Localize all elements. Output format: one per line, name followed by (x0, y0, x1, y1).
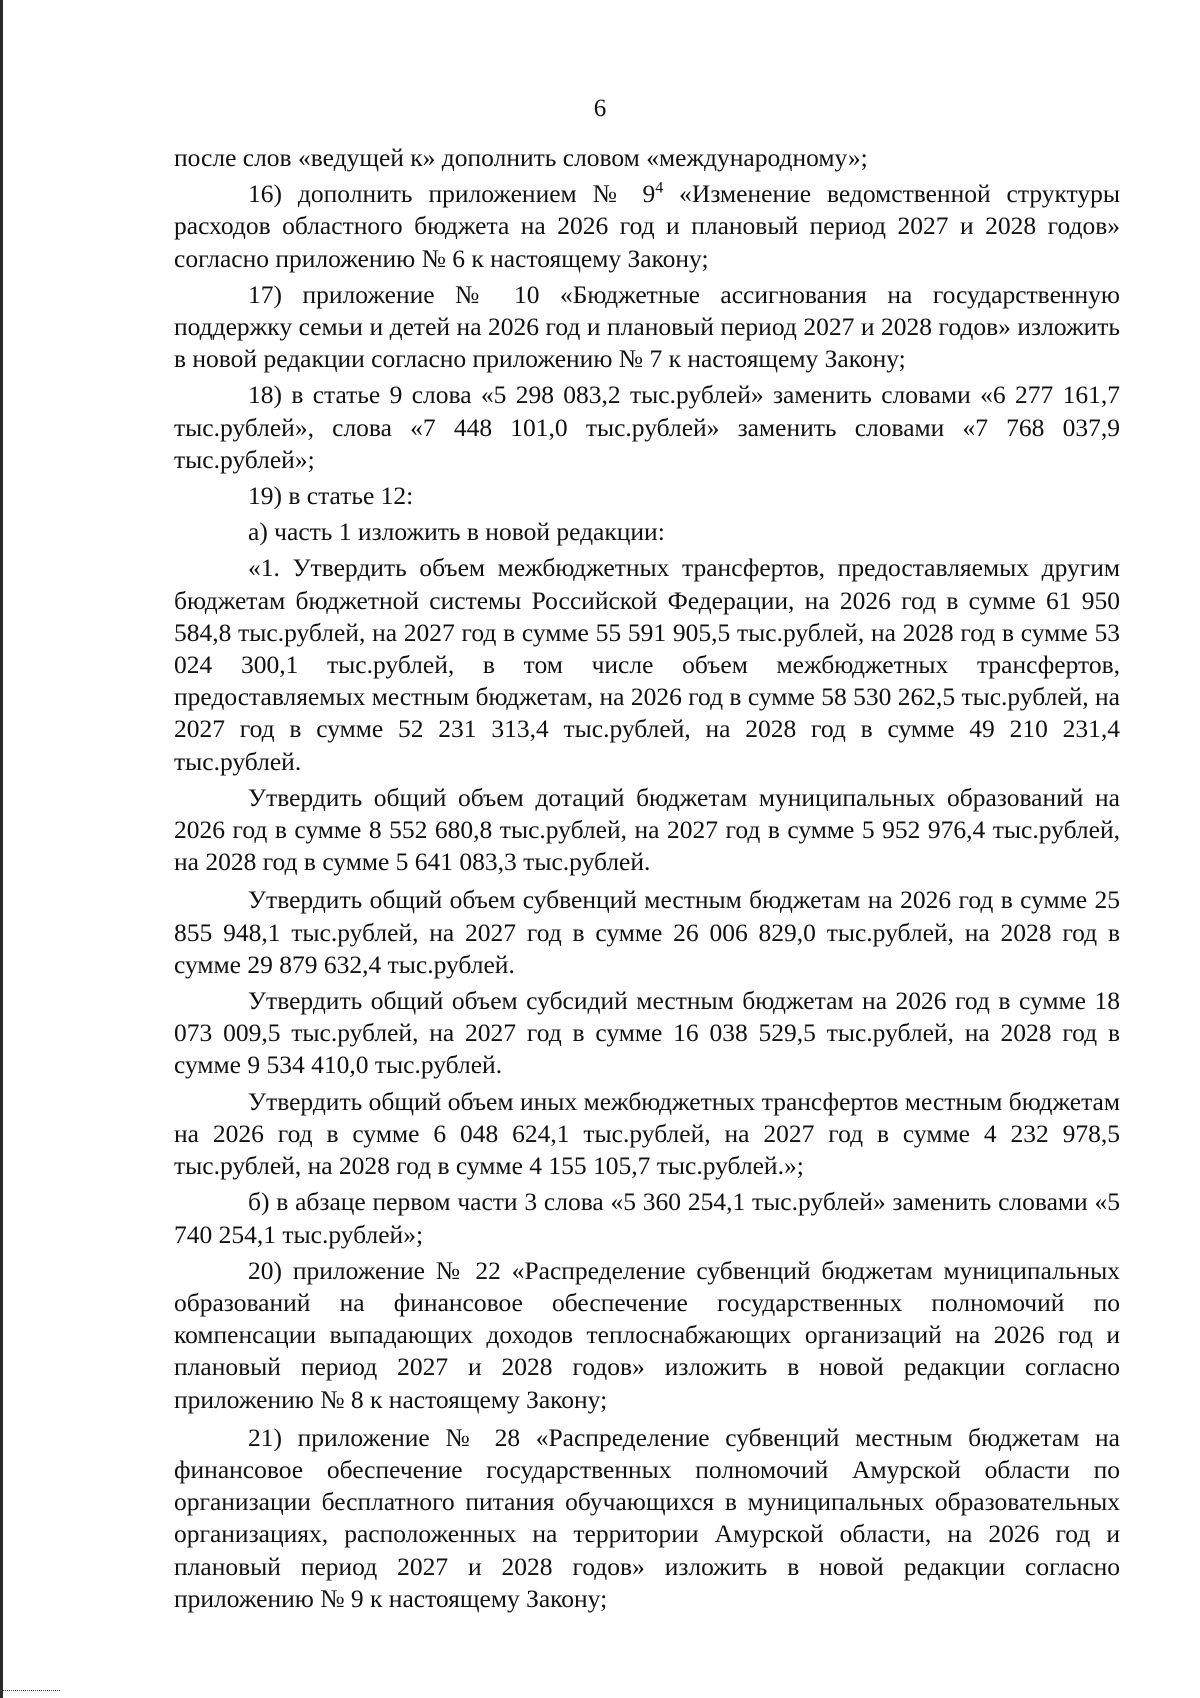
paragraph-item-21: 21) приложение № 28 «Распределение субвенций местным бюджетам на финансовое обеспечение государственных полномочий Амурской области по организации бесплатного питания обучающихся в муниципальных образовательных организациях, расположенных на территории Амурской области, на 2026 год и плановый период 2027 и 2028 годов» изложить в новой редакции согласно приложению № 9 к настоящему Закону; (174, 1422, 1120, 1613)
paragraph-subventions: Утвердить общий объем субвенций местным бюджетам на 2026 год в сумме 25 855 948,1 тыс.рублей, на 2027 год в сумме 26 006 829,0 тыс.рублей, на 2028 год в сумме 29 879 632,4 тыс.рублей. (174, 885, 1120, 979)
appendix-superscript: 4 (655, 179, 664, 197)
paragraph-part-1: «1. Утвердить объем межбюджетных трансфертов, предоставляемых другим бюджетам бюджетной системы Российской Федерации, на 2026 год в сумме 61 950 584,8 тыс.рублей, на 2027 год в сумме 55 591 905,5 тыс.рублей, на 2028 год в сумме 53 024 300,1 тыс.рублей, в том числе объем межбюджетных трансфертов, предоставляемых местным бюджетам, на 2026 год в сумме 58 530 262,5 тыс.рублей, на 2027 год в сумме 52 231 313,4 тыс.рублей, на 2028 год в сумме 49 210 231,4 тыс.рублей. (174, 553, 1120, 776)
document-body (174, 142, 1120, 1615)
paragraph-intro: после слов «ведущей к» дополнить словом «международному»; (174, 143, 868, 172)
paragraph-subsidies: Утвердить общий объем субсидий местным бюджетам на 2026 год в сумме 18 073 009,5 тыс.рублей, на 2027 год в сумме 16 038 529,5 тыс.рублей, на 2028 год в сумме 9 534 410,0 тыс.рублей. (174, 986, 1120, 1080)
scan-artifact (0, 1690, 60, 1692)
paragraph-other-transfers: Утвердить общий объем иных межбюджетных трансфертов местным бюджетам на 2026 год в сумме 6 048 624,1 тыс.рублей, на 2027 год в сумме 4 232 978,5 тыс.рублей, на 2028 год в сумме 4 155 105,7 тыс.рублей.»; (174, 1086, 1120, 1181)
paragraph-item-19a: а) часть 1 изложить в новой редакции: (248, 517, 665, 547)
paragraph-item-17: 17) приложение № 10 «Бюджетные ассигнования на государственную поддержку семьи и детей на 2026 год и плановый период 2027 и 2028 годов» изложить в новой редакции согласно приложению № 7 к настоящему Закону; (174, 279, 1120, 374)
item-16-rest: «Изменение ведомственной структуры расходов областного бюджета на 2026 год и плановый период 2027 и 2028 годов» согласно приложению № 6 к настоящему Закону; (174, 179, 1120, 273)
paragraph-item-16 (174, 178, 1120, 275)
paragraph-item-19: 19) в статье 12: (248, 481, 414, 511)
paragraph-item-19b: б) в абзаце первом части 3 слова «5 360 254,1 тыс.рублей» заменить словами «5 740 254,1 тыс.рублей»; (174, 1187, 1120, 1249)
item-16-lead: 16) дополнить приложением № 9 (248, 179, 656, 209)
paragraph-item-18: 18) в статье 9 слова «5 298 083,2 тыс.рублей» заменить словами «6 277 161,7 тыс.рублей», слова «7 448 101,0 тыс.рублей» заменить словами «7 768 037,9 тыс.рублей»; (174, 380, 1120, 474)
paragraph-item-20: 20) приложение № 22 «Распределение субвенций бюджетам муниципальных образований на финансовое обеспечение государственных полномочий по компенсации выпадающих доходов теплоснабжающих организаций на 2026 год и плановый период 2027 и 2028 годов» изложить в новой редакции согласно приложению № 8 к настоящему Закону; (174, 1255, 1120, 1414)
scan-left-edge (0, 0, 3, 1698)
page-number: 6 (593, 95, 607, 122)
paragraph-dotations: Утвердить общий объем дотаций бюджетам муниципальных образований на 2026 год в сумме 8 552 680,8 тыс.рублей, на 2027 год в сумме 5 952 976,4 тыс.рублей, на 2028 год в сумме 5 641 083,3 тыс.рублей. (174, 782, 1120, 877)
